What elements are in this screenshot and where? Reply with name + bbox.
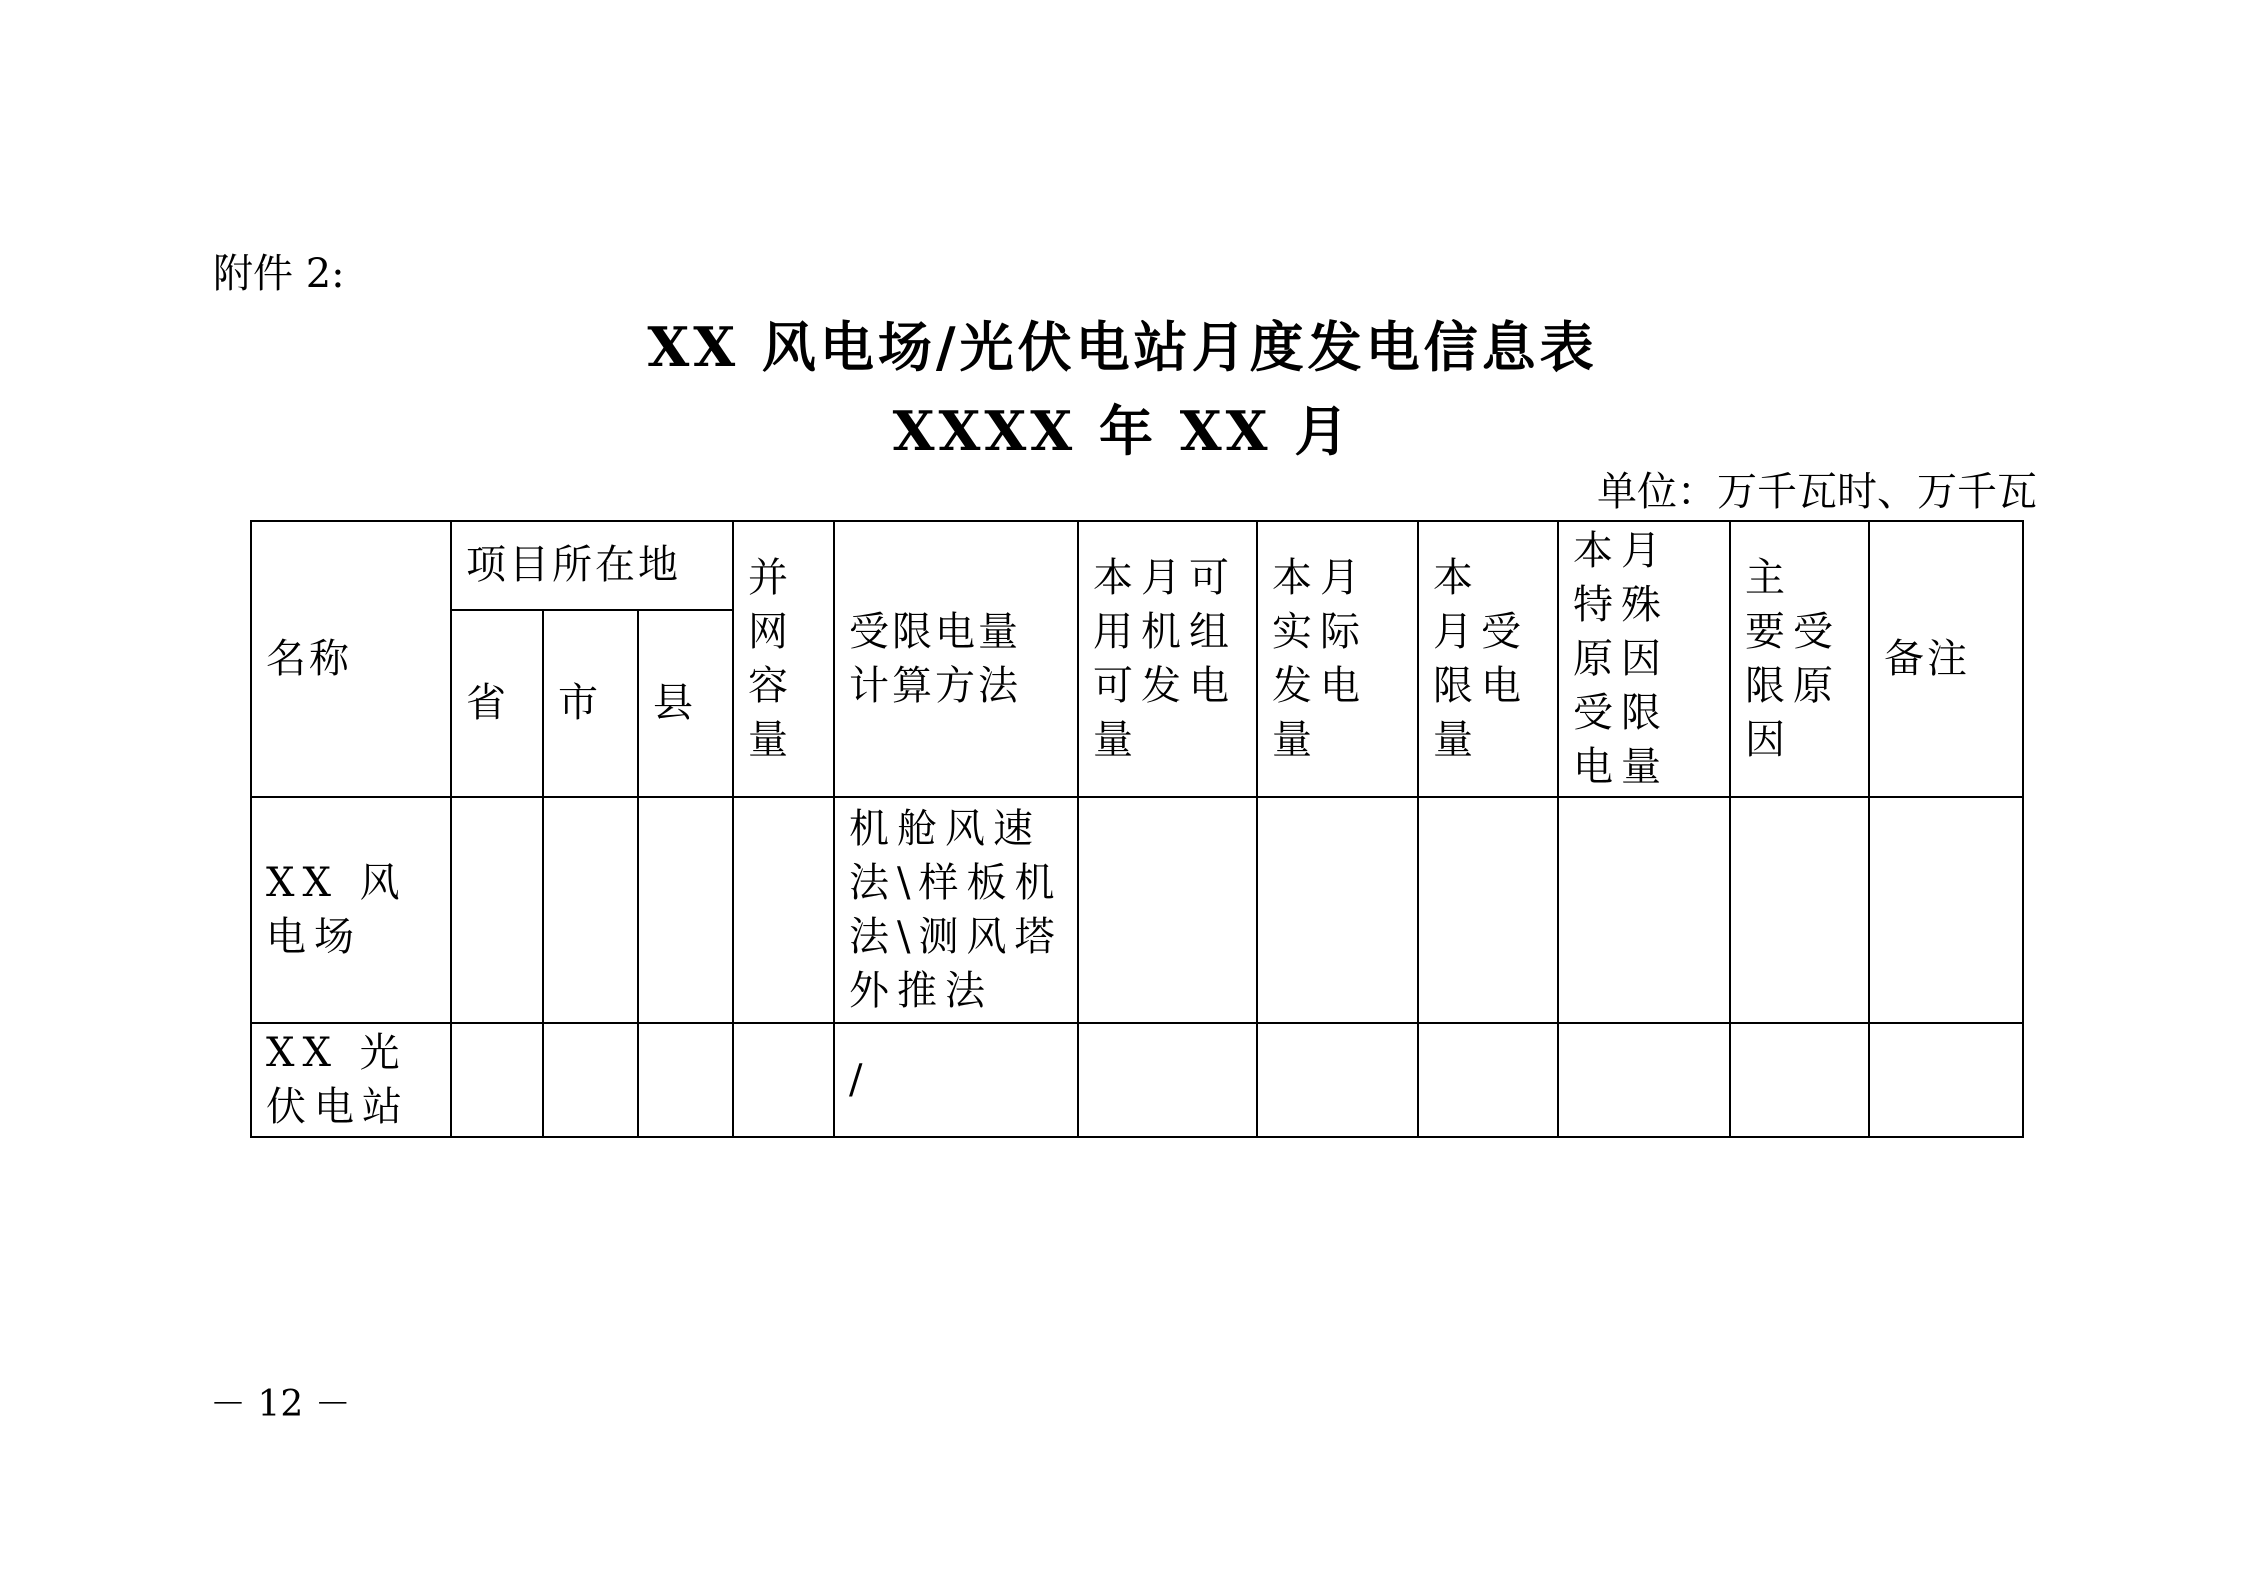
header-actual-generation: 本月实际发电量 [1257, 521, 1418, 797]
header-name: 名称 [251, 521, 451, 797]
cell-limited-generation [1418, 1023, 1558, 1137]
cell-city [543, 1023, 638, 1137]
cell-available-generation [1078, 1023, 1257, 1137]
header-main-reason: 主 要受 限原因 [1730, 521, 1869, 797]
header-remarks: 备注 [1869, 521, 2023, 797]
cell-province [451, 1023, 543, 1137]
cell-county [638, 797, 733, 1023]
header-special-limited: 本月特殊原因受限电量 [1558, 521, 1730, 797]
cell-remarks [1869, 1023, 2023, 1137]
cell-grid-capacity [733, 797, 834, 1023]
cell-county [638, 1023, 733, 1137]
page-number: － 12 － [210, 1384, 351, 1425]
generation-info-table [250, 520, 2024, 1138]
cell-main-reason [1730, 1023, 1869, 1137]
table-row [251, 797, 2023, 1023]
cell-actual-generation [1257, 1023, 1418, 1137]
table-header-row [251, 521, 2023, 610]
cell-grid-capacity [733, 1023, 834, 1137]
cell-calc-method: / [834, 1023, 1078, 1137]
attachment-label: 附件 2: [213, 251, 345, 297]
cell-main-reason [1730, 797, 1869, 1023]
header-limited-generation: 本 月受 限电量 [1418, 521, 1558, 797]
header-available-generation: 本月可用机组可发电量 [1078, 521, 1257, 797]
header-calc-method: 受限电量计算方法 [834, 521, 1078, 797]
cell-remarks [1869, 797, 2023, 1023]
document-period: XXXX 年 XX 月 [892, 399, 1353, 463]
cell-city [543, 797, 638, 1023]
table-row [251, 1023, 2023, 1137]
cell-limited-generation [1418, 797, 1558, 1023]
cell-name: XX 光伏电站 [251, 1023, 451, 1137]
cell-province [451, 797, 543, 1023]
cell-actual-generation [1257, 797, 1418, 1023]
document-title: XX 风电场/光伏电站月度发电信息表 [647, 315, 1598, 379]
header-location: 项目所在地 [451, 521, 733, 610]
header-grid-capacity: 并网容量 [733, 521, 834, 797]
cell-available-generation [1078, 797, 1257, 1023]
cell-name: XX 风电场 [251, 797, 451, 1023]
cell-special-limited [1558, 797, 1730, 1023]
cell-calc-method: 机舱风速法\样板机法\测风塔外推法 [834, 797, 1078, 1023]
unit-note: 单位：万千瓦时、万千瓦 [1597, 469, 2037, 515]
cell-special-limited [1558, 1023, 1730, 1137]
header-province: 省 [451, 610, 543, 797]
header-county: 县 [638, 610, 733, 797]
header-city: 市 [543, 610, 638, 797]
